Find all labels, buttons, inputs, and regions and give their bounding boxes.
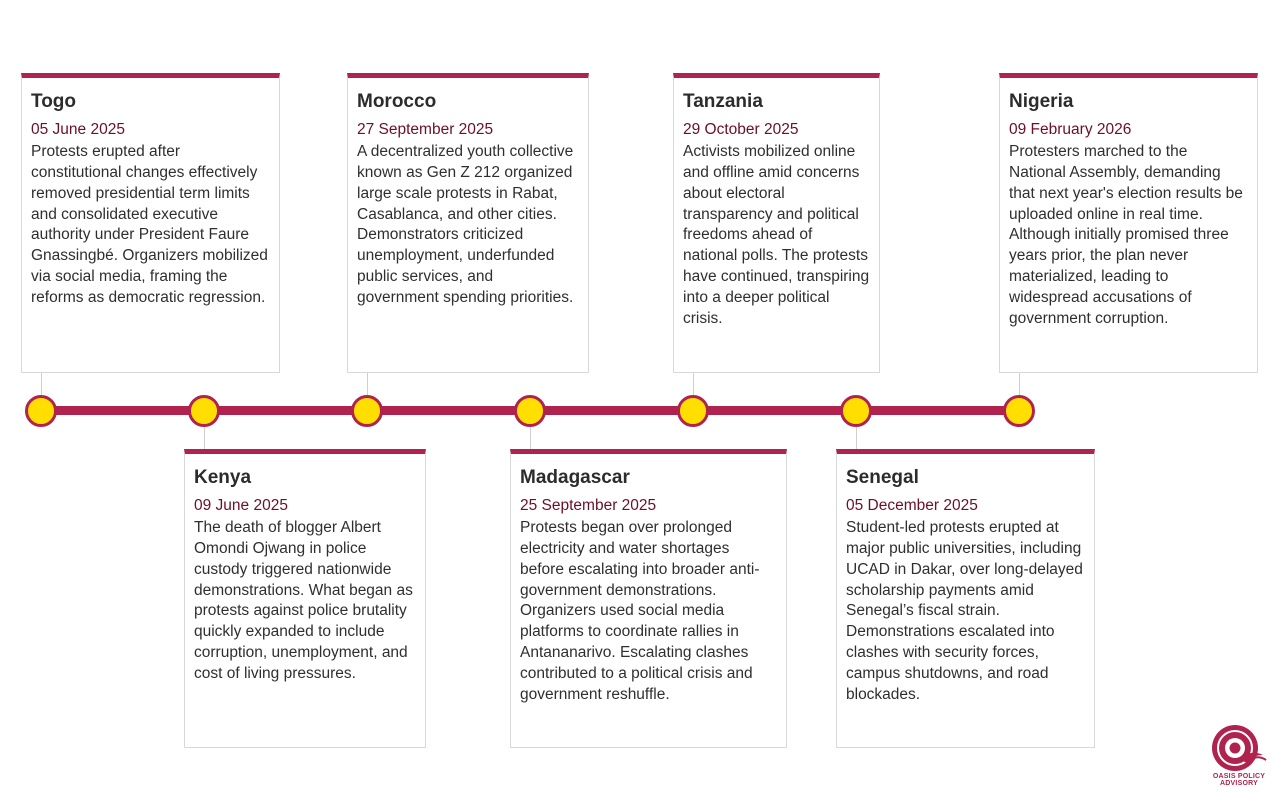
event-card-kenya xyxy=(184,449,426,748)
event-card-morocco xyxy=(347,73,589,373)
event-card-nigeria xyxy=(999,73,1258,373)
event-date: 09 February 2026 xyxy=(1009,120,1132,138)
event-date: 27 September 2025 xyxy=(357,120,494,138)
timeline-dot-morocco xyxy=(351,395,383,427)
event-date: 09 June 2025 xyxy=(194,496,288,514)
timeline-dot-nigeria xyxy=(1003,395,1035,427)
event-country: Togo xyxy=(31,91,77,112)
logo-mark-icon xyxy=(1211,722,1267,774)
event-description: The death of blogger Albert Omondi Ojwang in police custody triggered nationwide demonstrations. What began as protests against police brutality quickly expanded to include corruption, unemployment, and cost of living pressures. xyxy=(194,519,413,682)
event-date: 05 June 2025 xyxy=(31,120,125,138)
event-country: Tanzania xyxy=(683,91,763,112)
timeline-dot-senegal xyxy=(840,395,872,427)
event-card-madagascar xyxy=(510,449,787,748)
timeline-dot-togo xyxy=(25,395,57,427)
event-card-tanzania xyxy=(673,73,880,373)
timeline-dot-tanzania xyxy=(677,395,709,427)
event-description: A decentralized youth collective known as Gen Z 212 organized large scale protests in Rabat, Casablanca, and other cities. Demonstrators criticized unemployment, underfunded public services, and government spending priorities. xyxy=(357,143,574,306)
logo-text-line1: OASIS POLICY xyxy=(1212,773,1266,780)
event-date: 29 October 2025 xyxy=(683,120,799,138)
event-card-senegal xyxy=(836,449,1095,748)
event-country: Nigeria xyxy=(1009,91,1074,112)
event-date: 05 December 2025 xyxy=(846,496,978,514)
event-card-togo xyxy=(21,73,280,373)
event-description: Activists mobilized online and offline amid concerns about electoral transparency and political freedoms ahead of national polls. The protests have continued, transpiring into a deeper political crisis. xyxy=(683,143,870,327)
event-country: Madagascar xyxy=(520,467,630,488)
event-description: Protests began over prolonged electricity and water shortages before escalating into broader anti-government demonstrations. Organizers used social media platforms to coordinate rallies in Antananarivo. Escalating clashes contributed to a political crisis and government reshuffle. xyxy=(520,519,760,703)
event-description: Student-led protests erupted at major public universities, including UCAD in Dakar, over long-delayed scholarship payments amid Senegal’s fiscal strain. Demonstrations escalated into clashes with security forces, campus shutdowns, and road blockades. xyxy=(846,519,1083,703)
timeline-dot-madagascar xyxy=(514,395,546,427)
event-date: 25 September 2025 xyxy=(520,496,657,514)
logo-text-line2: ADVISORY xyxy=(1220,780,1258,787)
oasis-policy-advisory-logo xyxy=(1204,722,1274,796)
event-country: Morocco xyxy=(357,91,437,112)
timeline-dot-kenya xyxy=(188,395,220,427)
event-description: Protesters marched to the National Assembly, demanding that next year's election results be uploaded online in real time. Although initially promised three years prior, the plan never materialized, leading to widespread accusations of government corruption. xyxy=(1009,143,1243,327)
event-country: Kenya xyxy=(194,467,252,488)
event-country: Senegal xyxy=(846,467,919,488)
event-description: Protests erupted after constitutional changes effectively removed presidential term limits and consolidated executive authority under President Faure Gnassingbé. Organizers mobilized via social media, framing the reforms as democratic regression. xyxy=(31,143,268,306)
